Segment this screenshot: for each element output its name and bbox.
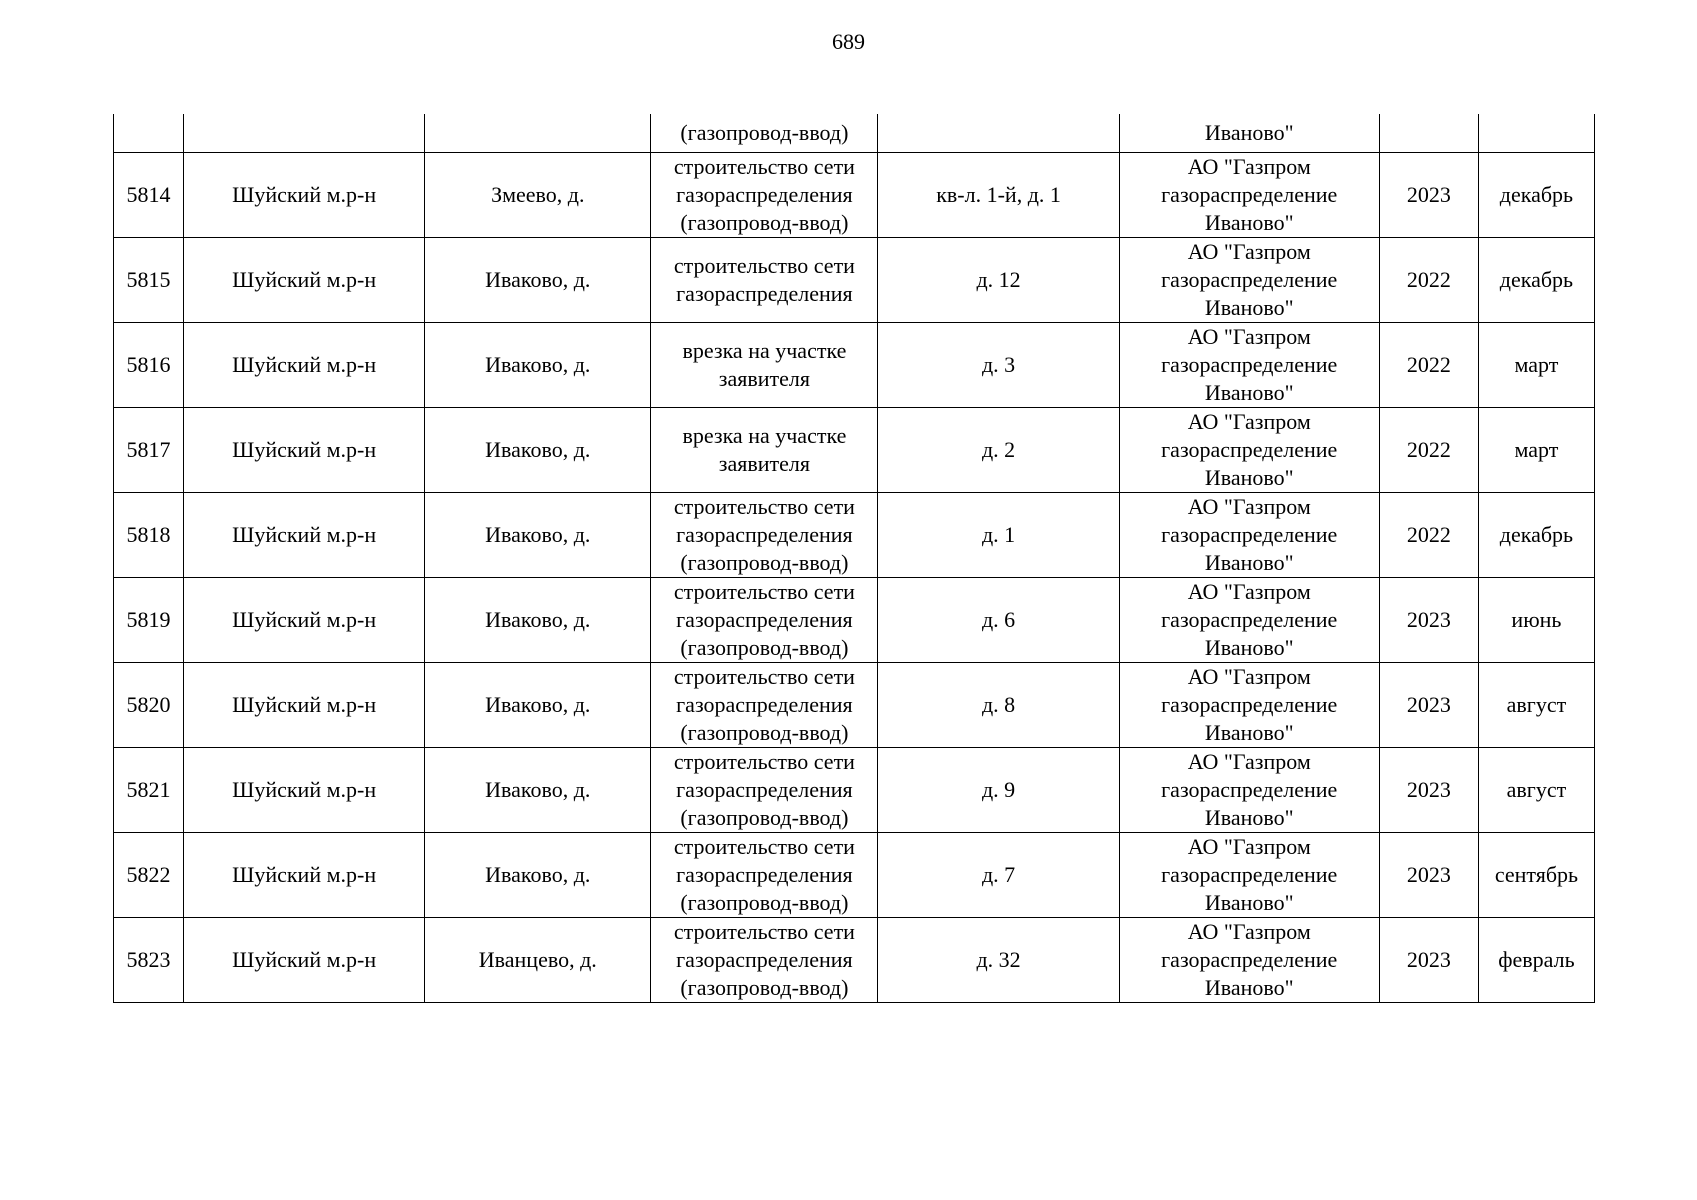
cont-cell-org: Иваново" <box>1119 114 1379 153</box>
cell-address: д. 2 <box>878 408 1119 493</box>
cell-month: март <box>1478 408 1594 493</box>
cell-work <box>651 663 878 748</box>
cell-work-line: строительство сети <box>673 664 855 689</box>
cell-year: 2023 <box>1379 663 1478 748</box>
cell-org-line: газораспределение <box>1161 607 1338 632</box>
cell-org-line: газораспределение <box>1161 777 1338 802</box>
cell-district: Шуйский м.р-н <box>184 833 425 918</box>
cell-address: д. 32 <box>878 918 1119 1003</box>
cell-org <box>1119 238 1379 323</box>
table-row <box>114 748 1595 833</box>
cell-org-line: АО "Газпром <box>1187 749 1311 774</box>
cell-locality: Иваково, д. <box>425 323 651 408</box>
cont-cell-district <box>184 114 425 153</box>
cont-cell-year <box>1379 114 1478 153</box>
cell-work-line: газораспределения <box>676 522 853 547</box>
cell-address: д. 9 <box>878 748 1119 833</box>
cell-org-line: АО "Газпром <box>1187 494 1311 519</box>
table-row <box>114 663 1595 748</box>
cell-district: Шуйский м.р-н <box>184 918 425 1003</box>
cell-work-line: врезка на участке <box>682 423 847 448</box>
cell-org-line: газораспределение <box>1161 862 1338 887</box>
cell-org-line: Иваново" <box>1204 805 1294 830</box>
cell-org <box>1119 663 1379 748</box>
cell-month: сентябрь <box>1478 833 1594 918</box>
cont-cell-address <box>878 114 1119 153</box>
cell-num: 5822 <box>114 833 184 918</box>
cell-org-line: Иваново" <box>1204 210 1294 235</box>
cell-org-line: газораспределение <box>1161 692 1338 717</box>
cell-num: 5820 <box>114 663 184 748</box>
cell-work-line: (газопровод-ввод) <box>680 720 849 745</box>
cell-org-line: АО "Газпром <box>1187 579 1311 604</box>
cell-year: 2023 <box>1379 833 1478 918</box>
cell-num: 5817 <box>114 408 184 493</box>
cell-year: 2022 <box>1379 323 1478 408</box>
cell-org-line: АО "Газпром <box>1187 664 1311 689</box>
cell-org-line: Иваново" <box>1204 380 1294 405</box>
cell-org-line: Иваново" <box>1204 295 1294 320</box>
cell-work <box>651 153 878 238</box>
cell-year: 2022 <box>1379 408 1478 493</box>
cell-work <box>651 918 878 1003</box>
cell-work-line: строительство сети <box>673 834 855 859</box>
cell-org-line: газораспределение <box>1161 947 1338 972</box>
cont-cell-num <box>114 114 184 153</box>
cell-work-line: строительство сети <box>673 253 855 278</box>
table-row <box>114 153 1595 238</box>
continuation-row <box>114 114 1595 153</box>
cell-org-line: Иваново" <box>1204 975 1294 1000</box>
cell-address: д. 8 <box>878 663 1119 748</box>
table-row <box>114 238 1595 323</box>
cell-org-line: АО "Газпром <box>1187 239 1311 264</box>
cell-org-line: газораспределение <box>1161 267 1338 292</box>
cell-num: 5818 <box>114 493 184 578</box>
cell-work-line: (газопровод-ввод) <box>680 550 849 575</box>
cell-locality: Иваково, д. <box>425 408 651 493</box>
cell-district: Шуйский м.р-н <box>184 663 425 748</box>
cell-year: 2023 <box>1379 918 1478 1003</box>
cont-cell-work: (газопровод-ввод) <box>651 114 878 153</box>
cell-work-line: строительство сети <box>673 749 855 774</box>
cell-org-line: АО "Газпром <box>1187 154 1311 179</box>
cell-locality: Иваково, д. <box>425 493 651 578</box>
cell-org-line: АО "Газпром <box>1187 919 1311 944</box>
cell-org-line: газораспределение <box>1161 437 1338 462</box>
cell-year: 2023 <box>1379 748 1478 833</box>
cell-org-line: газораспределение <box>1161 352 1338 377</box>
cell-work-line: строительство сети <box>673 579 855 604</box>
cell-work-line: (газопровод-ввод) <box>680 805 849 830</box>
cell-num: 5819 <box>114 578 184 663</box>
table-body <box>114 114 1595 1003</box>
cell-locality: Иванцево, д. <box>425 918 651 1003</box>
cell-work-line: газораспределения <box>676 777 853 802</box>
cell-org <box>1119 493 1379 578</box>
cell-year: 2022 <box>1379 493 1478 578</box>
cell-org-line: АО "Газпром <box>1187 834 1311 859</box>
cell-work-line: строительство сети <box>673 919 855 944</box>
cell-work-line: строительство сети <box>673 494 855 519</box>
cell-work <box>651 408 878 493</box>
cell-month: август <box>1478 663 1594 748</box>
cell-num: 5814 <box>114 153 184 238</box>
cell-month: декабрь <box>1478 153 1594 238</box>
cell-org-line: газораспределение <box>1161 522 1338 547</box>
cell-address: кв-л. 1-й, д. 1 <box>878 153 1119 238</box>
cell-work <box>651 323 878 408</box>
cell-work-line: врезка на участке <box>682 338 847 363</box>
cell-locality: Иваково, д. <box>425 578 651 663</box>
cell-address: д. 12 <box>878 238 1119 323</box>
cell-work-line: заявителя <box>718 366 811 391</box>
cell-work-line: газораспределения <box>676 692 853 717</box>
cell-org <box>1119 748 1379 833</box>
cont-cell-month <box>1478 114 1594 153</box>
cell-work-line: (газопровод-ввод) <box>680 210 849 235</box>
cell-address: д. 7 <box>878 833 1119 918</box>
cell-locality: Иваково, д. <box>425 663 651 748</box>
cell-num: 5816 <box>114 323 184 408</box>
cell-work-line: газораспределения <box>676 862 853 887</box>
cell-work <box>651 748 878 833</box>
cell-work-line: (газопровод-ввод) <box>680 890 849 915</box>
cell-org-line: Иваново" <box>1204 890 1294 915</box>
cell-org <box>1119 578 1379 663</box>
cell-locality: Иваково, д. <box>425 748 651 833</box>
cell-year: 2023 <box>1379 578 1478 663</box>
cell-work-line: заявителя <box>718 451 811 476</box>
cell-org <box>1119 918 1379 1003</box>
cell-work-line: газораспределения <box>676 182 853 207</box>
cell-org-line: Иваново" <box>1204 550 1294 575</box>
gasification-table <box>113 114 1595 1003</box>
cell-work-line: газораспределения <box>676 281 853 306</box>
cell-work <box>651 238 878 323</box>
cell-num: 5823 <box>114 918 184 1003</box>
cell-address: д. 1 <box>878 493 1119 578</box>
table-row <box>114 493 1595 578</box>
cell-month: декабрь <box>1478 493 1594 578</box>
cell-district: Шуйский м.р-н <box>184 408 425 493</box>
table-row <box>114 578 1595 663</box>
cell-locality: Иваково, д. <box>425 238 651 323</box>
page-number: 689 <box>832 29 865 54</box>
cell-org-line: АО "Газпром <box>1187 409 1311 434</box>
cell-org-line: Иваново" <box>1204 720 1294 745</box>
cell-num: 5821 <box>114 748 184 833</box>
cell-org <box>1119 153 1379 238</box>
cell-work-line: газораспределения <box>676 607 853 632</box>
cell-month: август <box>1478 748 1594 833</box>
cell-org-line: газораспределение <box>1161 182 1338 207</box>
cell-district: Шуйский м.р-н <box>184 493 425 578</box>
cell-num: 5815 <box>114 238 184 323</box>
cell-month: февраль <box>1478 918 1594 1003</box>
cell-district: Шуйский м.р-н <box>184 578 425 663</box>
table-row <box>114 918 1595 1003</box>
cont-cell-locality <box>425 114 651 153</box>
cell-work-line: строительство сети <box>673 154 855 179</box>
cell-work <box>651 578 878 663</box>
table-row <box>114 408 1595 493</box>
table-row <box>114 323 1595 408</box>
cell-year: 2023 <box>1379 153 1478 238</box>
cell-work-line: газораспределения <box>676 947 853 972</box>
cell-org-line: Иваново" <box>1204 635 1294 660</box>
cell-work-line: (газопровод-ввод) <box>680 635 849 660</box>
cell-org-line: АО "Газпром <box>1187 324 1311 349</box>
cell-year: 2022 <box>1379 238 1478 323</box>
cell-org <box>1119 833 1379 918</box>
cell-district: Шуйский м.р-н <box>184 323 425 408</box>
cell-org <box>1119 323 1379 408</box>
cell-work-line: (газопровод-ввод) <box>680 975 849 1000</box>
cell-work <box>651 833 878 918</box>
cell-org <box>1119 408 1379 493</box>
cell-month: июнь <box>1478 578 1594 663</box>
cell-month: март <box>1478 323 1594 408</box>
cell-org-line: Иваново" <box>1204 465 1294 490</box>
cell-address: д. 6 <box>878 578 1119 663</box>
cell-locality: Иваково, д. <box>425 833 651 918</box>
cell-month: декабрь <box>1478 238 1594 323</box>
table-row <box>114 833 1595 918</box>
cell-locality: Змеево, д. <box>425 153 651 238</box>
cell-district: Шуйский м.р-н <box>184 238 425 323</box>
cell-district: Шуйский м.р-н <box>184 748 425 833</box>
cell-district: Шуйский м.р-н <box>184 153 425 238</box>
cell-address: д. 3 <box>878 323 1119 408</box>
cell-work <box>651 493 878 578</box>
